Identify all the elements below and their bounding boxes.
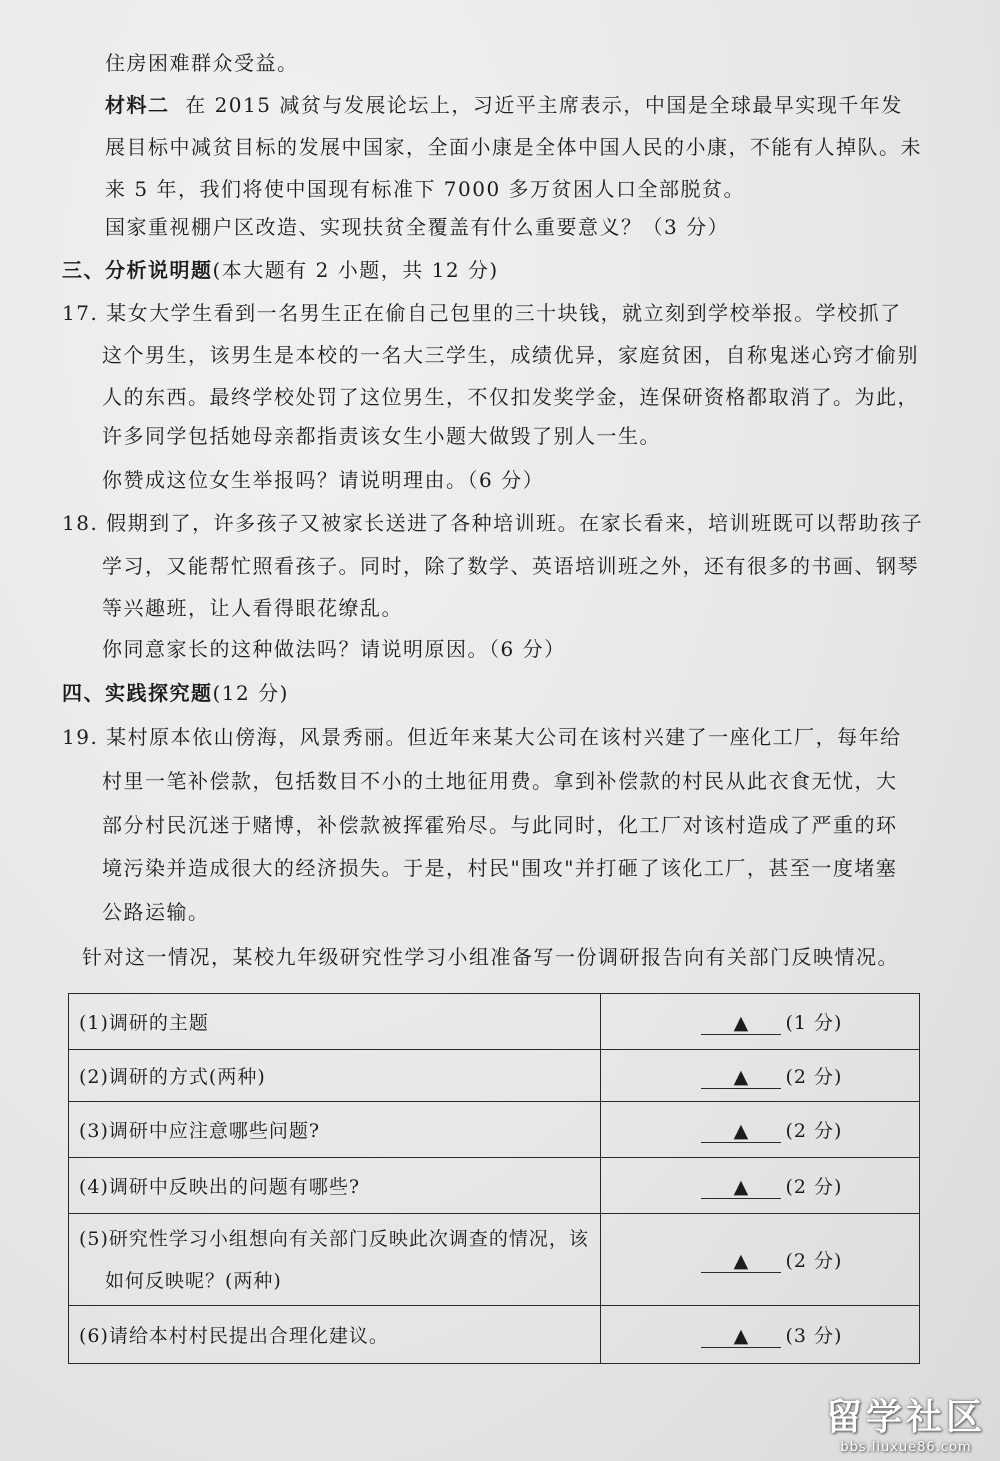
table-question: (1)调研的主题 <box>69 994 601 1050</box>
section-4-title: 四、实践探究题 <box>62 681 213 705</box>
table-answer <box>601 1306 920 1364</box>
answer-blank: ▲ <box>701 1176 781 1199</box>
question-18-ask: 你同意家长的这种做法吗？请说明原因。（6 分） <box>102 637 566 661</box>
score: (2 分) <box>785 1250 843 1272</box>
table-row <box>69 1050 920 1102</box>
question-19-line-4: 境污染并造成很大的经济损失。于是，村民"围攻"并打砸了该化工厂，甚至一度堵塞 <box>102 856 898 880</box>
question-19-line-1: 19. 某村原本依山傍海，风景秀丽。但近年来某大公司在该村兴建了一座化工厂，每年给 <box>62 725 902 749</box>
answer-blank: ▲ <box>701 1325 781 1348</box>
question-16-ask: 国家重视棚户区改造、实现扶贫全覆盖有什么重要意义？（3 分） <box>105 215 730 239</box>
material-1-tail: 住房困难群众受益。 <box>105 51 299 75</box>
table-row <box>69 1214 920 1306</box>
answer-blank: ▲ <box>701 1066 781 1089</box>
section-4-heading <box>62 678 289 708</box>
material-2-line-2: 展目标中减贫目标的发展中国家，全面小康是全体中国人民的小康，不能有人掉队。未 <box>105 135 922 159</box>
watermark-title: 留学社区 <box>825 1397 986 1438</box>
table-answer <box>601 1158 920 1214</box>
table-answer <box>601 1050 920 1102</box>
score: (2 分) <box>785 1066 843 1088</box>
table-question-line-2: 如何反映呢？(两种) <box>105 1269 282 1292</box>
research-report-table <box>68 993 920 1364</box>
section-4-note: (12 分) <box>212 681 289 705</box>
table-question-line-1: (5)研究性学习小组想向有关部门反映此次调查的情况，该 <box>79 1227 589 1250</box>
question-18-line-2: 学习，又能帮忙照看孩子。同时，除了数学、英语培训班之外，还有很多的书画、钢琴 <box>102 554 919 578</box>
question-19-line-5: 公路运输。 <box>102 900 210 924</box>
question-17-line-4: 许多同学包括她母亲都指责该女生小题大做毁了别人一生。 <box>102 424 661 448</box>
question-17-ask: 你赞成这位女生举报吗？请说明理由。（6 分） <box>102 468 545 492</box>
material-2-line-3: 来 5 年，我们将使中国现有标准下 7000 多万贫困人口全部脱贫。 <box>105 177 746 201</box>
question-17-line-2: 这个男生，该男生是本校的一名大三学生，成绩优异，家庭贫困，自称鬼迷心窍才偷别 <box>102 343 919 367</box>
section-3-heading <box>62 255 499 285</box>
material-2-text: 在 2015 减贫与发展论坛上，习近平主席表示，中国是全球最早实现千年发 <box>185 93 903 117</box>
table-question: (2)调研的方式(两种) <box>69 1050 601 1102</box>
table-question: (4)调研中反映出的问题有哪些? <box>69 1158 601 1214</box>
question-19-line-2: 村里一笔补偿款，包括数目不小的土地征用费。拿到补偿款的村民从此衣食无忧，大 <box>102 769 898 793</box>
question-18-line-1: 18. 假期到了，许多孩子又被家长送进了各种培训班。在家长看来，培训班既可以帮助孩子 <box>62 511 924 535</box>
section-3-title: 三、分析说明题 <box>62 258 213 282</box>
table-row <box>69 1102 920 1158</box>
score: (2 分) <box>785 1176 843 1198</box>
question-19-intro: 针对这一情况，某校九年级研究性学习小组准备写一份调研报告向有关部门反映情况。 <box>82 945 899 969</box>
table-answer <box>601 1214 920 1306</box>
table-question <box>69 1214 601 1306</box>
question-18-line-3: 等兴趣班，让人看得眼花缭乱。 <box>102 596 403 620</box>
watermark-logo <box>826 1389 986 1455</box>
table-row <box>69 1306 920 1364</box>
table-question: (6)请给本村村民提出合理化建议。 <box>69 1306 601 1364</box>
answer-blank: ▲ <box>701 1120 781 1143</box>
answer-blank: ▲ <box>701 1250 781 1273</box>
table-question: (3)调研中应注意哪些问题? <box>69 1102 601 1158</box>
answer-blank: ▲ <box>701 1012 781 1035</box>
question-17-line-1: 17. 某女大学生看到一名男生正在偷自己包里的三十块钱，就立刻到学校举报。学校抓了 <box>62 301 902 325</box>
table-answer <box>601 1102 920 1158</box>
watermark-url: bbs.liuxue86.com <box>840 1440 972 1455</box>
table-row <box>69 994 920 1050</box>
section-3-note: (本大题有 2 小题，共 12 分) <box>212 258 499 282</box>
table-row <box>69 1158 920 1214</box>
table-answer <box>601 994 920 1050</box>
score: (3 分) <box>785 1325 843 1347</box>
question-19-line-3: 部分村民沉迷于赌博，补偿款被挥霍殆尽。与此同时，化工厂对该村造成了严重的环 <box>102 813 898 837</box>
score: (1 分) <box>785 1012 843 1034</box>
question-17-line-3: 人的东西。最终学校处罚了这位男生，不仅扣发奖学金，连保研资格都取消了。为此， <box>102 385 919 409</box>
score: (2 分) <box>785 1120 843 1142</box>
material-2-line-1 <box>105 90 903 120</box>
material-2-label: 材料二 <box>105 93 170 117</box>
